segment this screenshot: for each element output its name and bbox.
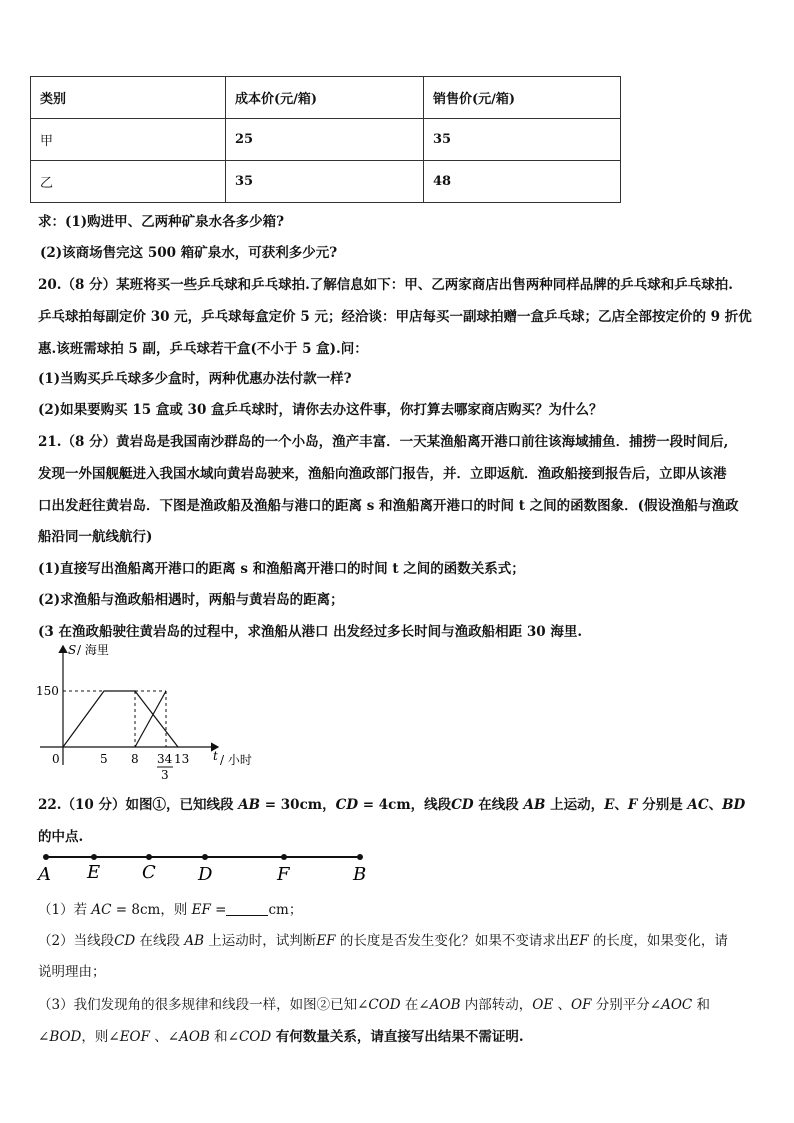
q22-math: BD	[722, 797, 746, 813]
q22-math: AB	[523, 797, 546, 813]
x-tick-frac-num: 34	[157, 752, 173, 766]
q22-math: COD	[368, 997, 401, 1013]
q22-math: AB	[238, 797, 261, 813]
label-a: A	[38, 864, 51, 885]
patrol-boat-line	[135, 691, 166, 747]
y-tick-150: 150	[36, 684, 59, 698]
x-axis-var: t	[213, 749, 218, 763]
distance-time-graph	[30, 640, 270, 780]
q22-text: 上运动，	[545, 797, 605, 813]
y-axis-var: S	[68, 643, 77, 657]
x-tick-8: 8	[131, 752, 139, 766]
q22-text: 的长度是否发生变化？如果不变请求出	[335, 933, 570, 949]
q22-text: 在∠	[400, 997, 430, 1013]
q22-math: AOC	[661, 997, 693, 1013]
table-row	[31, 161, 621, 203]
point-b	[357, 854, 363, 860]
q19-part1: 求：(1)购进甲、乙两种矿泉水各多少箱?	[38, 214, 285, 230]
q22-math: EF	[569, 933, 589, 949]
label-b: B	[353, 864, 367, 885]
q21-part3: (3 在渔政船驶往黄岩岛的过程中，求渔船从港口 出发经过多长时间与渔政船相距 30 海里.	[38, 624, 583, 640]
q22-math: EF	[191, 902, 211, 918]
q22-text: =	[210, 902, 227, 918]
q22-text: = 4cm，线段	[358, 797, 452, 813]
table-cell: 35	[226, 161, 424, 203]
q22-math: EF	[316, 933, 336, 949]
x-tick-frac-den: 3	[161, 768, 169, 780]
q22-text: 分别平分∠	[591, 997, 662, 1013]
q22-text: = 30cm，	[260, 797, 336, 813]
q22-math: E	[604, 797, 615, 813]
q22-text: = 8cm，则	[111, 902, 192, 918]
q22-part2-line2: 说明理由；	[38, 964, 106, 980]
q22-math: CD	[451, 797, 474, 813]
q21-line2: 发现一外国舰艇进入我国水域向黄岩岛驶来，渔船向渔政部门报告，并．立即返航．渔政船接到报告后，立即从该港	[38, 466, 727, 482]
answer-blank[interactable]	[226, 903, 268, 916]
table-header-cell: 成本价(元/箱)	[226, 77, 424, 119]
point-d	[202, 854, 208, 860]
q20-part2: (2)如果要购买 15 盒或 30 盒乒乓球时，请你去办这件事，你打算去哪家商店购买？为什么？	[38, 402, 603, 418]
point-c	[146, 854, 152, 860]
q22-text: 和	[692, 997, 711, 1013]
segment-figure	[34, 848, 374, 888]
q21-part2: (2)求渔船与渔政船相遇时，两船与黄岩岛的距离；	[38, 592, 344, 608]
q22-line2: 的中点.	[38, 829, 84, 845]
q22-part1	[38, 898, 302, 918]
q22-math: AC	[687, 797, 709, 813]
label-c: C	[142, 862, 156, 883]
q22-text: cm；	[268, 902, 303, 918]
q20-line2: 乒乓球拍每副定价 30 元，乒乓球每盒定价 5 元；经洽谈：甲店每买一副球拍赠一盒乒乓球；乙店全部按定价的 9 折优	[38, 309, 752, 325]
q22-math: AOB	[429, 997, 461, 1013]
q22-text: 在线段	[473, 797, 524, 813]
table-header-row	[31, 77, 621, 119]
table-header-cell: 销售价(元/箱)	[424, 77, 621, 119]
q22-text: 上运动时，试判断	[204, 933, 317, 949]
table-cell: 48	[424, 161, 621, 203]
q22-text: 、	[614, 797, 628, 813]
price-table	[30, 76, 621, 203]
table-cell: 乙	[31, 161, 226, 203]
q22-text: 有何数量关系，请直接写出结果不需证明.	[271, 1029, 524, 1045]
table-cell: 25	[226, 119, 424, 161]
q22-math: OE	[532, 997, 554, 1013]
q21-part1: (1)直接写出渔船离开港口的距离 s 和渔船离开港口的时间 t 之间的函数关系式；	[38, 561, 525, 577]
q22-math: BOD	[49, 1029, 82, 1045]
q22-part3	[38, 993, 710, 1013]
q22-math: F	[627, 797, 638, 813]
point-a	[43, 854, 49, 860]
y-axis-unit: / 海里	[77, 643, 109, 657]
q21-line3: 口出发赶往黄岩岛．下图是渔政船及渔船与港口的距离 s 和渔船离开港口的时间 t 之间的函数图象．(假设渔船与渔政	[38, 498, 739, 514]
x-tick-5: 5	[100, 752, 108, 766]
x-axis-unit: / 小时	[220, 753, 252, 767]
q22-math: CD	[335, 797, 359, 813]
q22-text: 22.（10 分）如图①，已知线段	[38, 797, 239, 813]
q22-text: 、	[553, 997, 572, 1013]
q22-part2	[38, 929, 728, 949]
table-header-cell: 类别	[31, 77, 226, 119]
q20-part1: (1)当购买乒乓球多少盒时，两种优惠办法付款一样?	[38, 371, 352, 387]
label-e: E	[87, 862, 101, 883]
q21-line1: 21.（8 分）黄岩岛是我国南沙群岛的一个小岛，渔产丰富．一天某渔船离开港口前往该海域捕鱼．捕捞一段时间后,	[38, 434, 729, 450]
q21-line4: 船沿同一航线航行)	[38, 529, 153, 545]
q22-math: OF	[571, 997, 592, 1013]
q22-math: COD	[238, 1029, 272, 1045]
q20-line3: 惠.该班需球拍 5 副，乒乓球若干盒(不小于 5 盒).问：	[38, 341, 368, 357]
q22-text: 、	[708, 797, 723, 813]
q22-text: 分别是	[637, 797, 688, 813]
table-row	[31, 119, 621, 161]
q22-text: ∠	[38, 1029, 50, 1045]
q20-line1: 20.（8 分）某班将买一些乒乓球和乒乓球拍.了解信息如下：甲、乙两家商店出售两种同样品牌的乒乓球和乒乓球拍.	[38, 277, 733, 293]
table-cell: 甲	[31, 119, 226, 161]
q22-text: （1）若	[38, 902, 92, 918]
q22-math: AB	[184, 933, 205, 949]
q19-part2: (2)该商场售完这 500 箱矿泉水，可获利多少元?	[40, 245, 338, 261]
q22-text: 和∠	[209, 1029, 239, 1045]
q22-text: （3）我们发现角的很多规律和线段一样，如图②已知∠	[38, 997, 369, 1013]
q22-text: ，则∠	[81, 1029, 120, 1045]
q22-math: AOB	[179, 1029, 210, 1045]
q22-line1	[38, 793, 745, 813]
point-f	[281, 854, 287, 860]
q22-text: 、∠	[149, 1029, 180, 1045]
q22-math: AC	[91, 902, 112, 918]
q22-text: 在线段	[135, 933, 185, 949]
q22-text: 内部转动，	[460, 997, 533, 1013]
label-f: F	[277, 864, 290, 885]
label-d: D	[198, 864, 213, 885]
table-cell: 35	[424, 119, 621, 161]
point-e	[91, 854, 97, 860]
q22-text: 的长度，如果变化，请	[588, 933, 728, 949]
q22-math: EOF	[119, 1029, 150, 1045]
q22-math: CD	[114, 933, 136, 949]
x-tick-13: 13	[174, 752, 190, 766]
origin-label: 0	[52, 752, 60, 766]
q22-part3-line2	[38, 1025, 524, 1045]
q22-text: （2）当线段	[38, 933, 115, 949]
